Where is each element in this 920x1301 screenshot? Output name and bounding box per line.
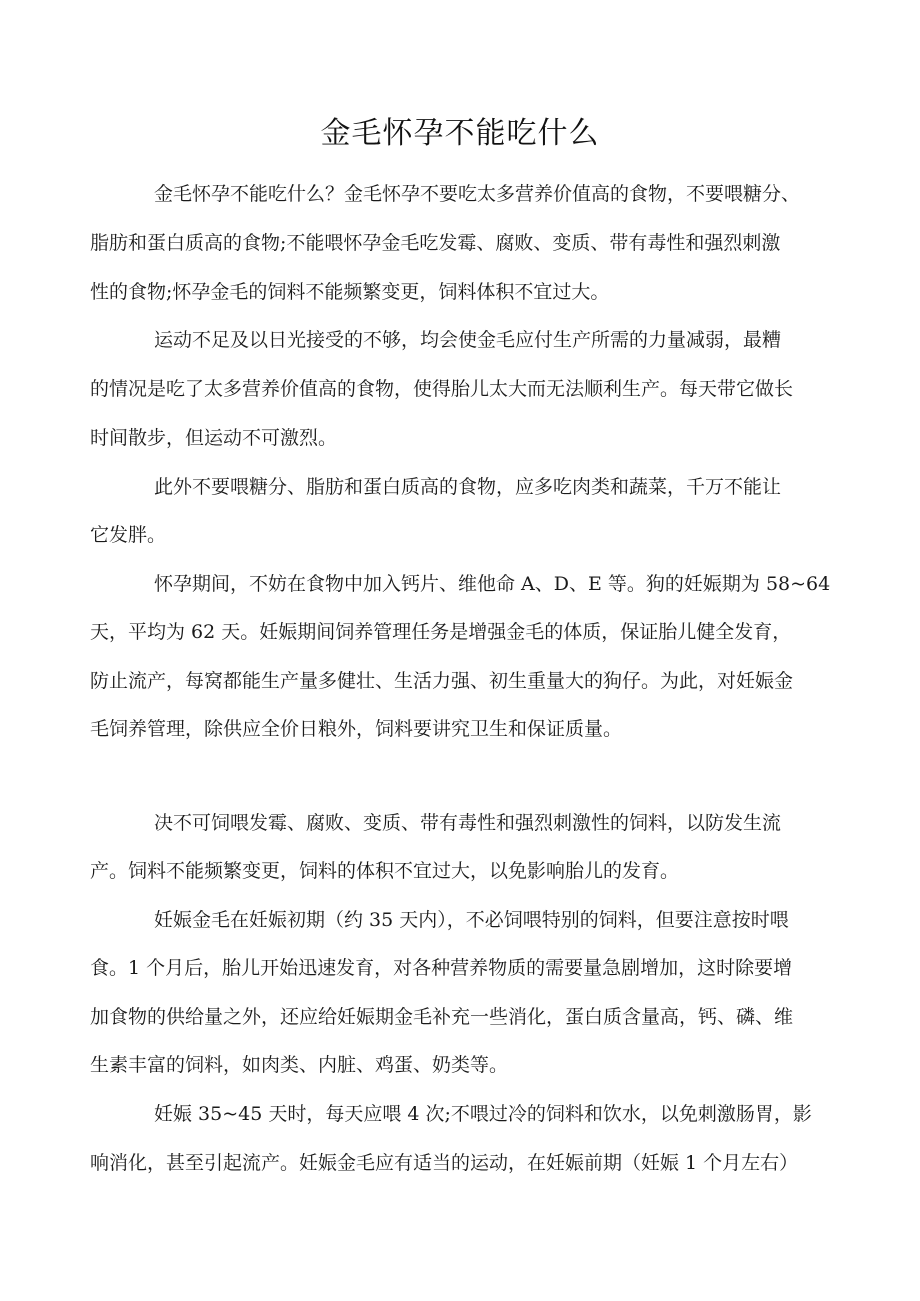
paragraph-1-line-1: 金毛怀孕不能吃什么？金毛怀孕不要吃太多营养价值高的食物，不要喂糖分、 xyxy=(154,183,801,205)
paragraph-7-line-1: 妊娠 35~45 天时，每天应喂 4 次;不喂过冷的饲料和饮水，以免刺激肠胃，影 xyxy=(154,1103,812,1125)
paragraph-1-line-2: 脂肪和蛋白质高的食物;不能喂怀孕金毛吃发霉、腐败、变质、带有毒性和强烈刺激 xyxy=(90,232,781,254)
paragraph-1-line-3: 性的食物;怀孕金毛的饲料不能频繁变更，饲料体积不宜过大。 xyxy=(90,281,610,303)
paragraph-4-line-1: 怀孕期间，不妨在食物中加入钙片、维他命 A、D、E 等。狗的妊娠期为 58~64 xyxy=(154,573,831,595)
paragraph-4-line-4: 毛饲养管理，除供应全价日粮外，饲料要讲究卫生和保证质量。 xyxy=(90,718,623,740)
paragraph-2-line-1: 运动不足及以日光接受的不够，均会使金毛应付生产所需的力量减弱，最糟 xyxy=(154,329,782,351)
paragraph-5-line-1: 决不可饲喂发霉、腐败、变质、带有毒性和强烈刺激性的饲料，以防发生流 xyxy=(154,812,782,834)
paragraph-6-line-4: 生素丰富的饲料，如肉类、内脏、鸡蛋、奶类等。 xyxy=(90,1054,509,1076)
paragraph-4-line-2: 天，平均为 62 天。妊娠期间饲养管理任务是增强金毛的体质，保证胎儿健全发育， xyxy=(90,621,792,643)
paragraph-3-line-2: 它发胖。 xyxy=(90,524,167,546)
paragraph-5-line-2: 产。饲料不能频繁变更，饲料的体积不宜过大，以免影响胎儿的发育。 xyxy=(90,860,680,882)
paragraph-6-line-3: 加食物的供给量之外，还应给妊娠期金毛补充一些消化，蛋白质含量高，钙、磷、维 xyxy=(90,1006,794,1028)
paragraph-6-line-2: 食。1 个月后，胎儿开始迅速发育，对各种营养物质的需要量急剧增加，这时除要增 xyxy=(90,957,793,979)
paragraph-6-line-1: 妊娠金毛在妊娠初期（约 35 天内），不必饲喂特别的饲料，但要注意按时喂 xyxy=(154,909,789,931)
paragraph-7-line-2: 响消化，甚至引起流产。妊娠金毛应有适当的运动，在妊娠前期（妊娠 1 个月左右） xyxy=(90,1152,799,1174)
paragraph-2-line-2: 的情况是吃了太多营养价值高的食物，使得胎儿太大而无法顺利生产。每天带它做长 xyxy=(90,378,794,400)
paragraph-3-line-1: 此外不要喂糖分、脂肪和蛋白质高的食物，应多吃肉类和蔬菜，千万不能让 xyxy=(154,476,782,498)
document-title: 金毛怀孕不能吃什么 xyxy=(320,116,600,151)
paragraph-4-line-3: 防止流产，每窝都能生产量多健壮、生活力强、初生重量大的狗仔。为此，对妊娠金 xyxy=(90,670,794,692)
paragraph-2-line-3: 时间散步，但运动不可激烈。 xyxy=(90,427,338,449)
